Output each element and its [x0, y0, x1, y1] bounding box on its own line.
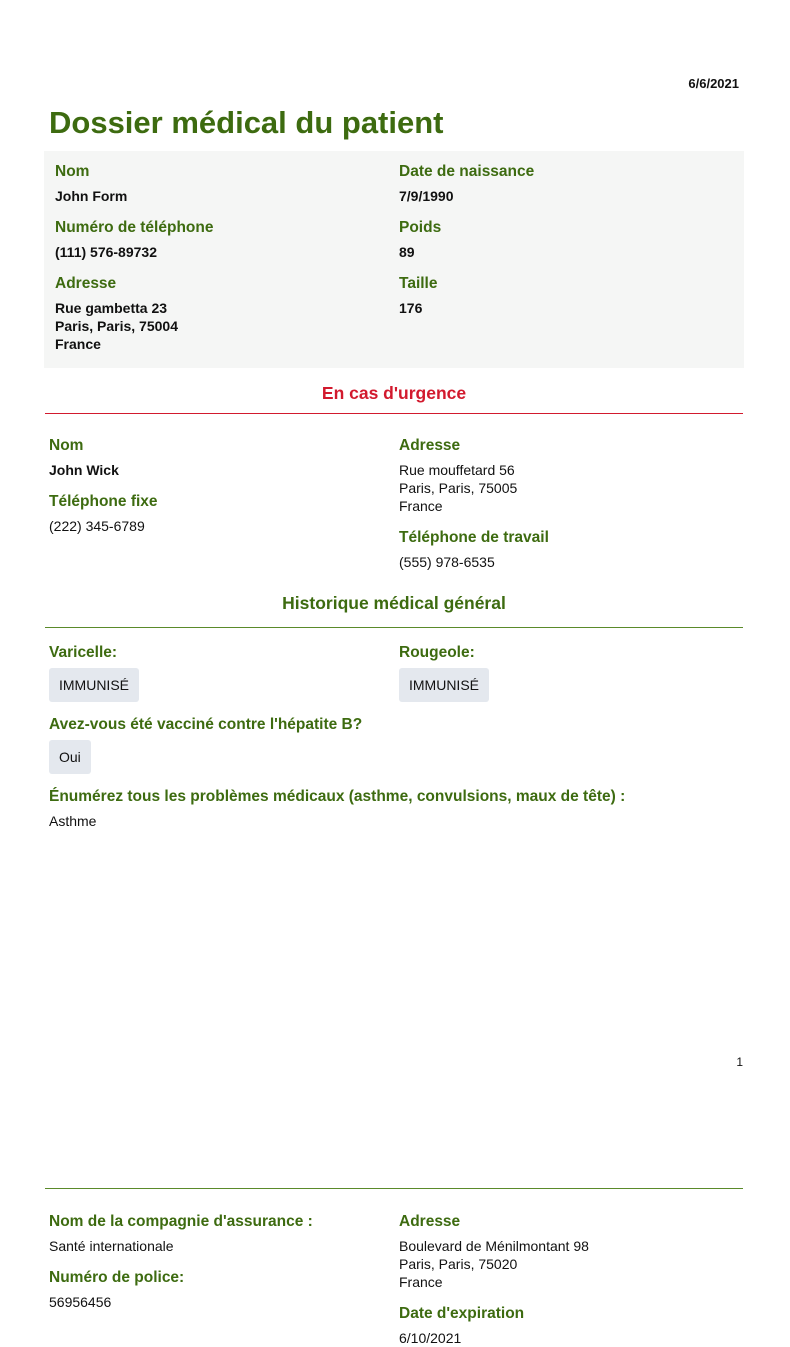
emergency-divider — [45, 413, 743, 414]
history-divider — [45, 627, 743, 628]
hepatitis-b-value: Oui — [49, 740, 91, 774]
patient-weight: 89 — [399, 244, 415, 260]
patient-height-label: Taille — [399, 275, 438, 292]
emergency-address-line3: France — [399, 498, 443, 514]
chickenpox-label: Varicelle: — [49, 644, 118, 661]
insurance-address-line3: France — [399, 1274, 443, 1290]
patient-address-line2: Paris, Paris, 75004 — [55, 318, 178, 334]
measles-label: Rougeole: — [399, 644, 475, 661]
insurance-address-line1: Boulevard de Ménilmontant 98 — [399, 1238, 589, 1254]
history-section-title: Historique médical général — [282, 593, 506, 613]
insurance-address-label: Adresse — [399, 1213, 461, 1230]
page-title: Dossier médical du patient — [49, 105, 444, 140]
patient-address-line1: Rue gambetta 23 — [55, 300, 168, 316]
patient-address-line3: France — [55, 336, 101, 352]
emergency-name: John Wick — [49, 462, 119, 478]
emergency-section-title: En cas d'urgence — [321, 383, 467, 403]
medical-problems-label: Énumérez tous les problèmes médicaux (asthme, convulsions, maux de tête) : — [49, 788, 626, 805]
patient-phone: (111) 576-89732 — [55, 244, 157, 260]
insurance-expiry-label: Date d'expiration — [399, 1305, 525, 1322]
hepatitis-b-label: Avez-vous été vacciné contre l'hépatite B? — [49, 716, 363, 733]
emergency-name-label: Nom — [49, 437, 84, 454]
page-number: 1 — [736, 1055, 743, 1069]
insurance-expiry: 6/10/2021 — [399, 1330, 462, 1346]
insurance-divider — [45, 1188, 743, 1189]
emergency-address-line1: Rue mouffetard 56 — [399, 462, 515, 478]
insurance-policy-label: Numéro de police: — [49, 1269, 185, 1286]
patient-name: John Form — [55, 188, 128, 204]
emergency-work-phone-label: Téléphone de travail — [399, 529, 549, 546]
patient-phone-label: Numéro de téléphone — [55, 219, 214, 236]
patient-dob: 7/9/1990 — [399, 188, 454, 204]
emergency-landline-label: Téléphone fixe — [49, 493, 158, 510]
patient-height: 176 — [399, 300, 423, 316]
emergency-address-label: Adresse — [399, 437, 461, 454]
patient-name-label: Nom — [55, 163, 90, 180]
emergency-landline: (222) 345-6789 — [49, 518, 145, 534]
measles-value: IMMUNISÉ — [399, 668, 489, 702]
patient-address-label: Adresse — [55, 275, 117, 292]
document-date: 6/6/2021 — [688, 76, 739, 91]
medical-problems-value: Asthme — [49, 813, 97, 829]
insurance-address-line2: Paris, Paris, 75020 — [399, 1256, 518, 1272]
patient-dob-label: Date de naissance — [399, 163, 535, 180]
insurance-company-label: Nom de la compagnie d'assurance : — [49, 1213, 313, 1230]
chickenpox-value: IMMUNISÉ — [49, 668, 139, 702]
insurance-company: Santé internationale — [49, 1238, 174, 1254]
insurance-policy: 56956456 — [49, 1294, 112, 1310]
emergency-work-phone: (555) 978-6535 — [399, 554, 495, 570]
patient-weight-label: Poids — [399, 219, 442, 236]
emergency-address-line2: Paris, Paris, 75005 — [399, 480, 518, 496]
